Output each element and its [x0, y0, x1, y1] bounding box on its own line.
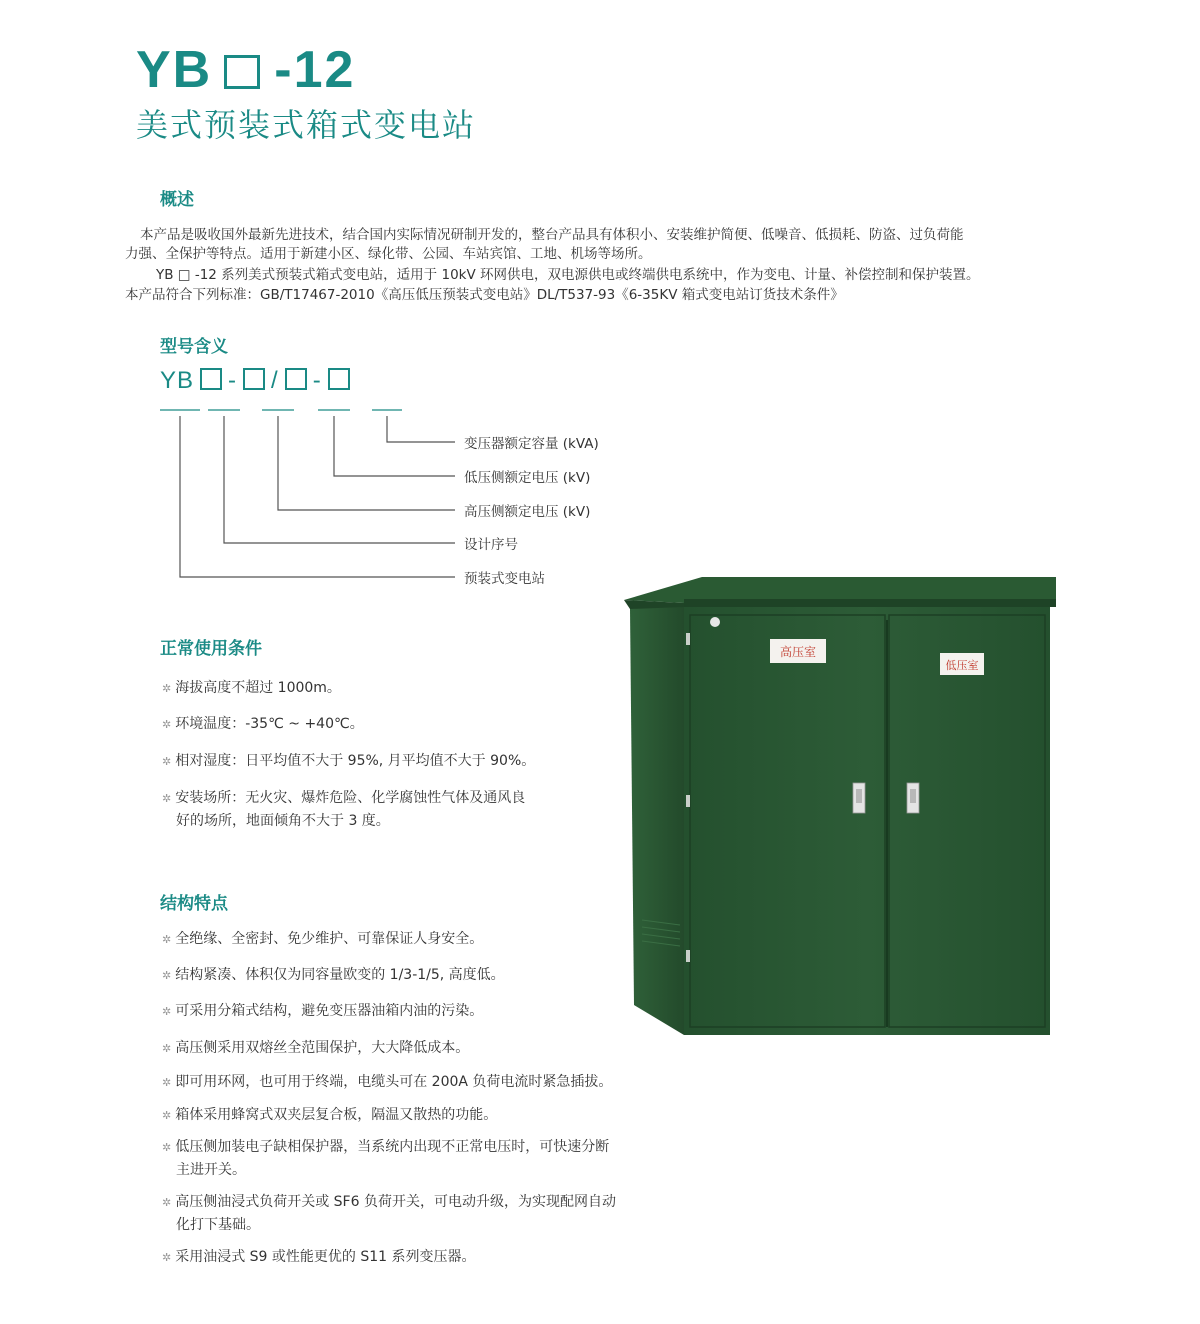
bullet-star-icon: ✲	[162, 1251, 172, 1264]
model-diagram-lines	[0, 0, 1200, 600]
title-suffix: -12	[274, 41, 356, 99]
overview-paragraph-4: 本产品符合下列标准：GB/T17467-2010《高压低压预装式变电站》DL/T537-93《6-35KV 箱式变电站订货技术条件》	[125, 287, 844, 303]
bullet-star-icon: ✲	[162, 1005, 172, 1018]
model-label-low-voltage: 低压侧额定电压 (kV)	[464, 470, 591, 486]
overview-paragraph-2: 力强、全保护等特点。适用于新建小区、绿化带、公园、车站宾馆、工地、机场等场所。	[125, 246, 652, 262]
feature-item: ✲ 即可用环网，也可用于终端，电缆头可在 200A 负荷电流时紧急插拔。	[162, 1074, 613, 1090]
model-label-capacity: 变压器额定容量 (kVA)	[464, 436, 599, 452]
feature-item: ✲ 高压侧油浸式负荷开关或 SF6 负荷开关，可电动升级，为实现配网自动 化打下基础。	[162, 1194, 616, 1233]
feature-item: ✲ 采用油浸式 S9 或性能更优的 S11 系列变压器。	[162, 1249, 476, 1265]
title-prefix: YB	[136, 41, 213, 99]
condition-item: ✲ 安装场所：无火灾、爆炸危险、化学腐蚀性气体及通风良 好的场所，地面倾角不大于 3 度。	[162, 790, 526, 829]
leader-high-voltage	[278, 416, 455, 510]
bullet-star-icon: ✲	[162, 1196, 172, 1209]
bullet-star-icon: ✲	[162, 755, 172, 768]
feature-item: ✲ 高压侧采用双熔丝全范围保护，大大降低成本。	[162, 1040, 470, 1056]
bullet-star-icon: ✲	[162, 969, 172, 982]
leader-low-voltage	[334, 416, 455, 476]
conditions-heading: 正常使用条件	[160, 639, 262, 659]
leader-design-no	[224, 416, 455, 543]
leader-capacity	[387, 416, 455, 442]
substation-cabinet-image	[620, 575, 1060, 1045]
overview-paragraph-1: 本产品是吸收国外最新先进技术，结合国内实际情况研制开发的，整台产品具有体积小、安装维护简便、低噪音、低损耗、防盗、过负荷能	[140, 227, 964, 243]
overview-heading: 概述	[160, 190, 194, 210]
condition-item: ✲ 相对湿度：日平均值不大于 95%, 月平均值不大于 90%。	[162, 753, 536, 769]
feature-item: ✲ 全绝缘、全密封、免少维护、可靠保证人身安全。	[162, 931, 484, 947]
model-label-substation: 预装式变电站	[464, 571, 545, 587]
leader-substation	[180, 416, 455, 577]
bullet-star-icon: ✲	[162, 792, 172, 805]
cabinet-badge	[710, 617, 720, 627]
svg-text:高压室: 高压室	[779, 645, 817, 659]
model-label-high-voltage: 高压侧额定电压 (kV)	[464, 504, 591, 520]
cabinet-side-panel	[630, 607, 684, 1035]
model-sep-3: -	[312, 367, 322, 394]
product-subtitle: 美式预装式箱式变电站	[136, 106, 477, 144]
feature-item: ✲ 低压侧加装电子缺相保护器，当系统内出现不正常电压时，可快速分断 主进开关。	[162, 1139, 610, 1178]
bullet-star-icon: ✲	[162, 933, 172, 946]
condition-item: ✲ 环境温度：-35℃ ~ +40℃。	[162, 716, 364, 732]
model-heading: 型号含义	[160, 337, 228, 357]
bullet-star-icon: ✲	[162, 718, 172, 731]
model-sep-1: -	[228, 367, 238, 394]
condition-item: ✲ 海拔高度不超过 1000m。	[162, 680, 341, 696]
bullet-star-icon: ✲	[162, 1042, 172, 1055]
feature-item: ✲ 可采用分箱式结构，避免变压器油箱内油的污染。	[162, 1003, 484, 1019]
bullet-star-icon: ✲	[162, 682, 172, 695]
bullet-star-icon: ✲	[162, 1141, 172, 1154]
cabinet-front	[684, 607, 1050, 1035]
model-label-design-no: 设计序号	[464, 537, 518, 553]
bullet-star-icon: ✲	[162, 1076, 172, 1089]
model-sep-2: /	[271, 367, 279, 394]
model-code-prefix: YB	[160, 367, 195, 394]
overview-paragraph-3: YB □ -12 系列美式预装式箱式变电站，适用于 10kV 环网供电，双电源供电或终端供电系统中，作为变电、计量、补偿控制和保护装置。	[156, 267, 980, 283]
svg-text:低压室: 低压室	[945, 659, 979, 672]
bullet-star-icon: ✲	[162, 1109, 172, 1122]
feature-item: ✲ 结构紧凑、体积仅为同容量欧变的 1/3-1/5, 高度低。	[162, 967, 505, 983]
features-heading: 结构特点	[160, 894, 228, 914]
feature-item: ✲ 箱体采用蜂窝式双夹层复合板，隔温又散热的功能。	[162, 1107, 498, 1123]
